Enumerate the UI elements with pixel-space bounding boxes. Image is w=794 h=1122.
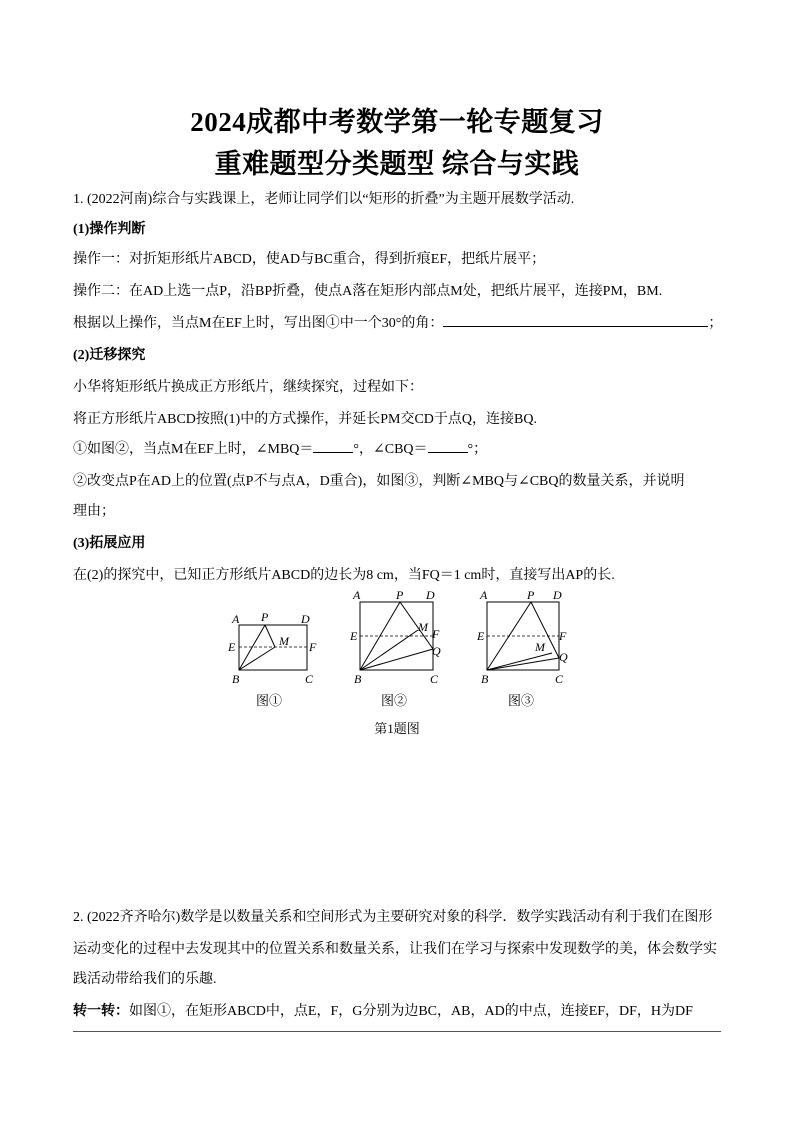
fig3-point-m: M	[535, 640, 545, 654]
q1-op1: 操作一：对折矩形纸片ABCD，使AD与BC重合，得到折痕EF，把纸片展平；	[73, 252, 546, 267]
fig3-point-q: Q	[559, 650, 568, 664]
fig3-label: 图③	[508, 693, 535, 708]
figure-1	[225, 585, 325, 690]
fig2-point-c: C	[430, 672, 439, 685]
fig3-point-b: B	[481, 672, 489, 685]
q2-line1: 2. (2022齐齐哈尔)数学是以数量关系和空间形式为主要研究对象的科学．数学实践活动有利于我们在图形	[73, 910, 713, 925]
fig1-point-e: E	[228, 640, 236, 654]
page-footer-rule	[73, 1031, 721, 1032]
q1-op3-line	[73, 312, 722, 332]
page-title-line1: 2024成都中考数学第一轮专题复习	[190, 107, 604, 137]
q1-part2-heading: (2)迁移探究	[73, 348, 146, 363]
q1-p2-question1	[73, 438, 487, 458]
answer-blank-mbq	[313, 438, 353, 453]
q1-p2-q2-line1: ②改变点P在AD上的位置(点P不与点A，D重合)，如图③，判断∠MBQ与∠CBQ的数量关系，并说明	[73, 474, 685, 489]
q2-line4	[73, 1000, 693, 1020]
fig3-point-p: P	[527, 588, 535, 602]
q1-p2-q1-b: °，∠CBQ＝	[353, 442, 428, 457]
fig2-point-q: Q	[432, 644, 441, 658]
q1-part3-heading: (3)拓展应用	[73, 536, 146, 551]
fig2-point-b: B	[354, 672, 362, 685]
answer-blank-cbq	[428, 438, 468, 453]
q1-op3-end: ；	[708, 316, 723, 331]
figure-2	[348, 585, 453, 690]
fig2-point-p: P	[396, 588, 404, 602]
fig1-label: 图①	[256, 693, 283, 708]
fig1-point-m: M	[279, 634, 289, 648]
fig3-point-c: C	[555, 672, 564, 685]
fig1-point-a: A	[232, 612, 240, 626]
figure-caption: 第1题图	[374, 721, 420, 736]
fig1-point-p: P	[261, 610, 269, 624]
q1-intro: 1. (2022河南)综合与实践课上，老师让同学们以“矩形的折叠”为主题开展数学活动.	[73, 192, 575, 207]
fig1-point-c: C	[305, 672, 314, 685]
answer-blank	[443, 312, 708, 327]
q1-p2-q1-c: °；	[467, 442, 488, 457]
figure-1-diagram	[225, 585, 325, 685]
figure-2-diagram	[348, 585, 453, 685]
page-title-line2: 重难题型分类题型 综合与实践	[214, 149, 580, 179]
q2-line4-bold: 转一转：	[73, 1004, 129, 1019]
figure-3	[475, 585, 580, 690]
q1-part1-heading: (1)操作判断	[73, 222, 146, 237]
q1-p2-q1-a: ①如图②，当点M在EF上时，∠MBQ＝	[73, 442, 314, 457]
q1-op3-text: 根据以上操作，当点M在EF上时，写出图①中一个30°的角：	[73, 316, 444, 331]
q1-p2-line2: 将正方形纸片ABCD按照(1)中的方式操作，并延长PM交CD于点Q，连接BQ.	[73, 412, 537, 427]
q2-line4-rest: 如图①，在矩形ABCD中，点E，F，G分别为边BC，AB，AD的中点，连接EF，DF，H为DF	[129, 1004, 693, 1019]
fig2-label: 图②	[381, 693, 408, 708]
fig2-point-a: A	[353, 588, 361, 602]
q2-line3: 践活动带给我们的乐趣.	[73, 972, 217, 987]
figure-3-diagram	[475, 585, 580, 685]
q1-p2-q2-line2: 理由；	[73, 504, 115, 519]
fig3-point-e: E	[477, 629, 485, 643]
q1-p3-line1: 在(2)的探究中，已知正方形纸片ABCD的边长为8 cm，当FQ＝1 cm时，直接写出AP的长.	[73, 568, 615, 583]
fig2-point-d: D	[426, 588, 435, 602]
fig2-point-f: F	[432, 627, 440, 641]
fig3-point-a: A	[480, 588, 488, 602]
fig1-point-f: F	[309, 640, 317, 654]
fig2-point-m: M	[418, 620, 428, 634]
fig1-point-d: D	[301, 612, 310, 626]
fig3-point-d: D	[553, 588, 562, 602]
fig1-point-b: B	[232, 672, 240, 685]
q2-line2: 运动变化的过程中去发现其中的位置关系和数量关系，让我们在学习与探索中发现数学的美，体会数学实	[73, 942, 717, 957]
fig2-point-e: E	[350, 629, 358, 643]
fig3-point-f: F	[559, 629, 567, 643]
q1-op2: 操作二：在AD上选一点P，沿BP折叠，使点A落在矩形内部点M处，把纸片展平，连接PM，BM.	[73, 284, 663, 299]
q1-p2-line1: 小华将矩形纸片换成正方形纸片，继续探究，过程如下：	[73, 380, 423, 395]
